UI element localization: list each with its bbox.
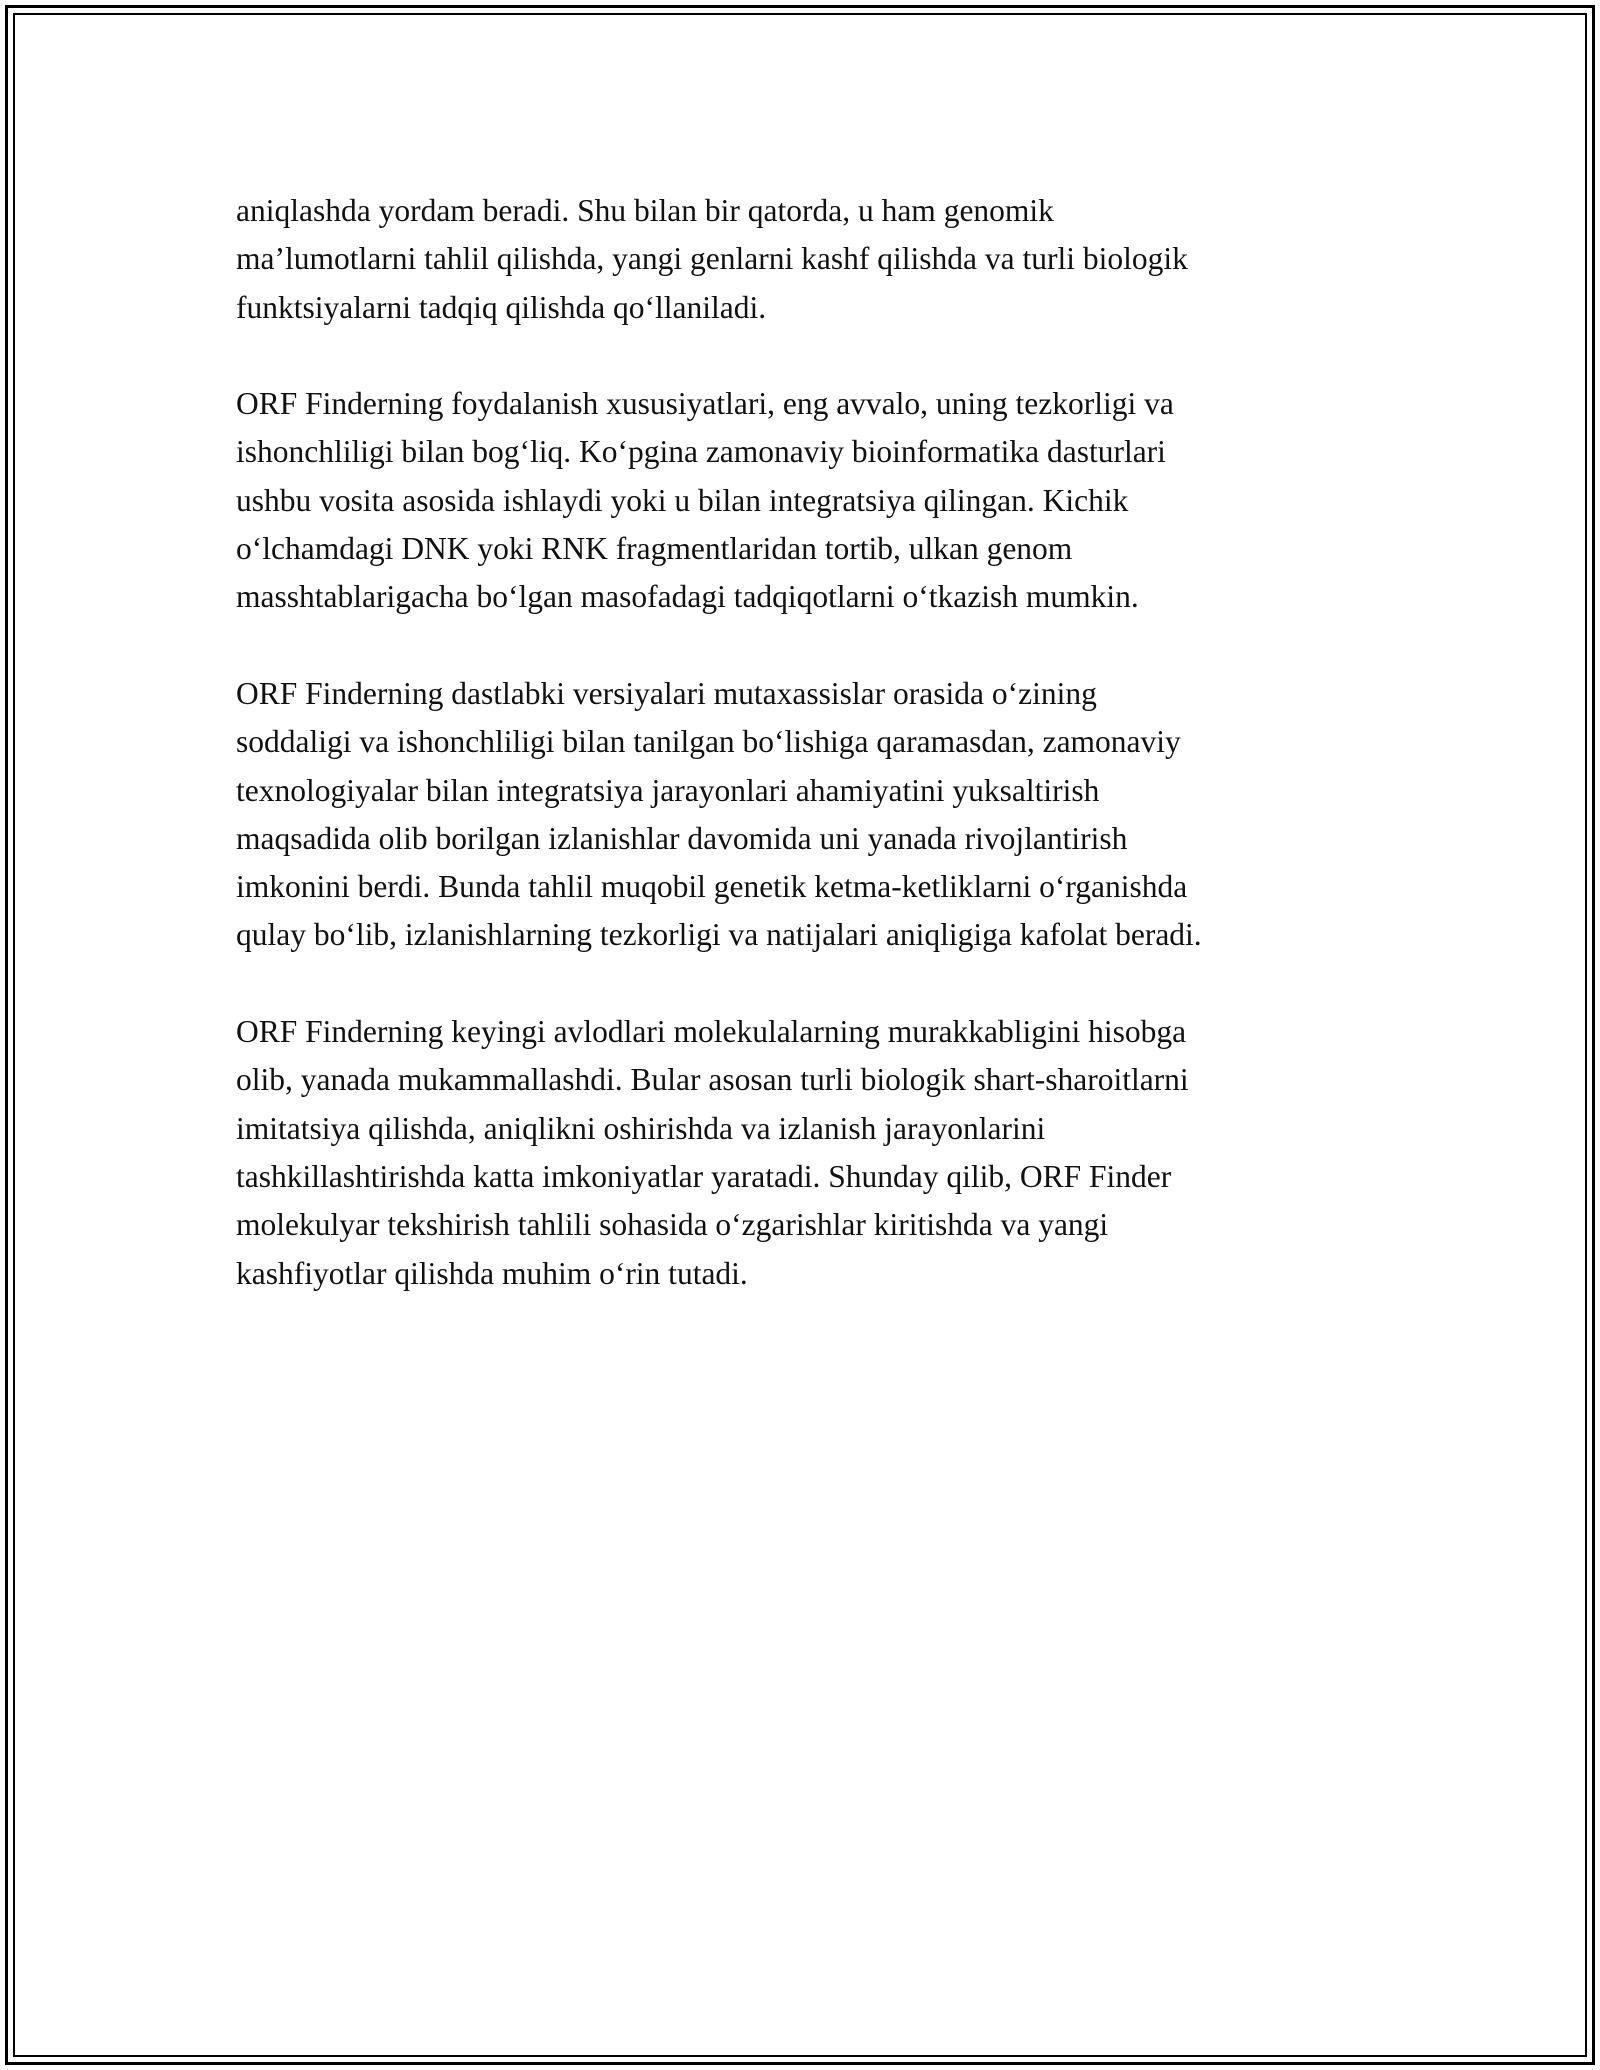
text-line: kashfiyotlar qilishda muhim o‘rin tutadi. — [236, 1255, 748, 1291]
text-line: masshtablarigacha bo‘lgan masofadagi tadqiqotlarni o‘tkazish mumkin. — [236, 579, 1139, 615]
text-line: texnologiyalar bilan integratsiya jarayonlari ahamiyatini yuksaltirish — [236, 772, 1100, 808]
text-line: funktsiyalarni tadqiq qilishda qo‘llaniladi. — [236, 289, 767, 325]
text-line: imitatsiya qilishda, aniqlikni oshirishda va izlanish jarayonlarini — [236, 1110, 1046, 1146]
text-line: soddaligi va ishonchliligi bilan tanilgan bo‘lishiga qaramasdan, zamonaviy — [236, 724, 1181, 760]
text-line: tashkillashtirishda katta imkoniyatlar yaratadi. Shunday qilib, ORF Finder — [236, 1158, 1172, 1194]
text-line: qulay bo‘lib, izlanishlarning tezkorligi va natijalari aniqligiga kafolat beradi. — [236, 917, 1202, 953]
paragraph-4 — [236, 1008, 1376, 1298]
document-body — [236, 187, 1376, 1346]
paragraph-1 — [236, 187, 1376, 332]
paragraph-2 — [236, 380, 1376, 621]
text-line: ushbu vosita asosida ishlaydi yoki u bilan integratsiya qilingan. Kichik — [236, 482, 1129, 518]
text-line: ORF Finderning keyingi avlodlari molekulalarning murakkabligini hisobga — [236, 1014, 1187, 1050]
paragraph-3 — [236, 670, 1376, 960]
text-line: ORF Finderning dastlabki versiyalari mutaxassislar orasida o‘zining — [236, 675, 1097, 711]
text-line: ma’lumotlarni tahlil qilishda, yangi genlarni kashf qilishda va turli biologik — [236, 241, 1188, 277]
text-line: aniqlashda yordam beradi. Shu bilan bir qatorda, u ham genomik — [236, 193, 1054, 228]
text-line: ORF Finderning foydalanish xususiyatlari, eng avvalo, uning tezkorligi va — [236, 386, 1174, 422]
text-line: molekulyar tekshirish tahlili sohasida o‘zgarishlar kiritishda va yangi — [236, 1207, 1109, 1243]
text-line: olib, yanada mukammallashdi. Bular asosan turli biologik shart-sharoitlarni — [236, 1062, 1189, 1098]
text-line: maqsadida olib borilgan izlanishlar davomida uni yanada rivojlantirish — [236, 820, 1128, 856]
text-line: ishonchliligi bilan bog‘liq. Ko‘pgina zamonaviy bioinformatika dasturlari — [236, 434, 1166, 470]
text-line: o‘lchamdagi DNK yoki RNK fragmentlaridan tortib, ulkan genom — [236, 531, 1073, 567]
text-line: imkonini berdi. Bunda tahlil muqobil genetik ketma-ketliklarni o‘rganishda — [236, 869, 1188, 905]
